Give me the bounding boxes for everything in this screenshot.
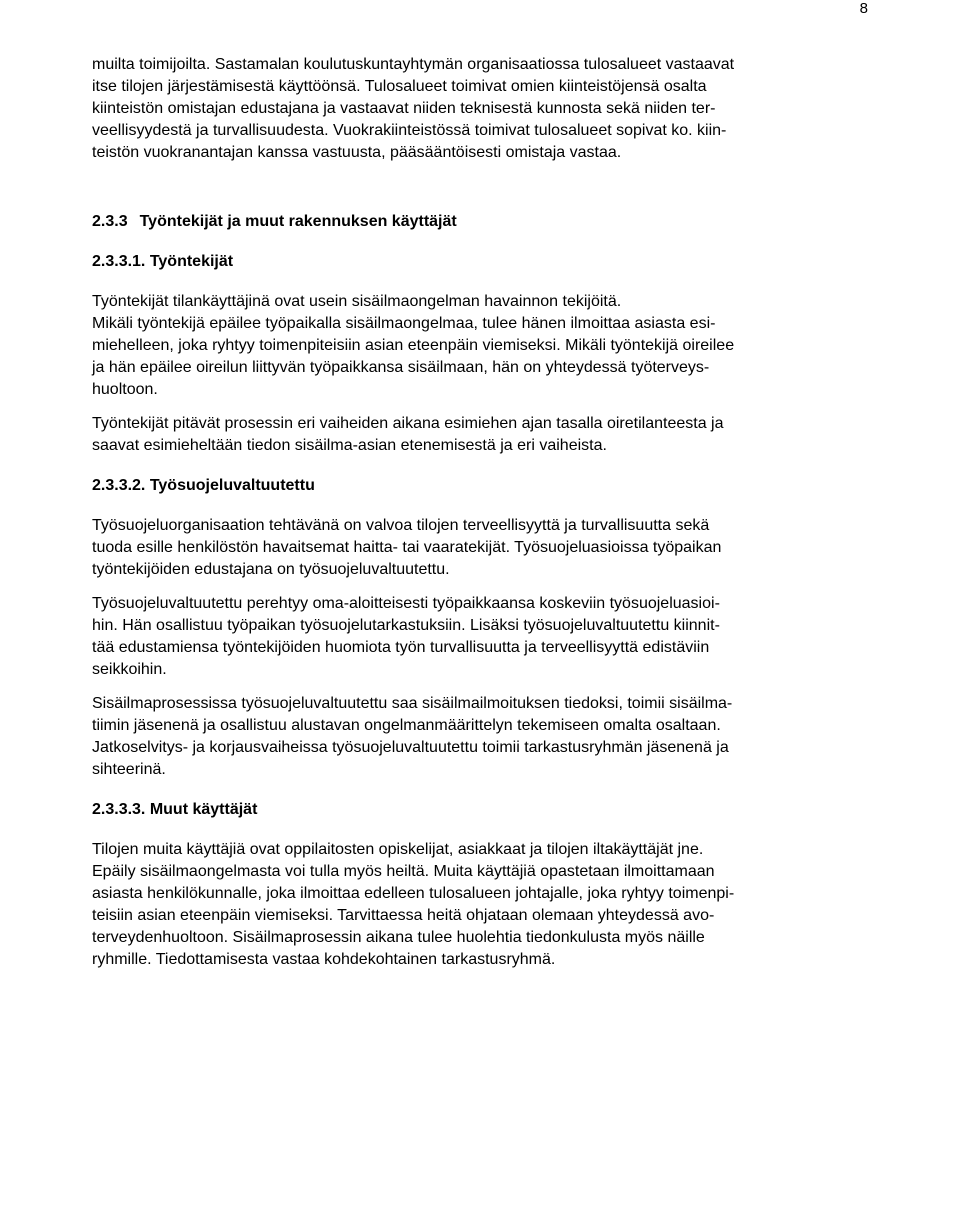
text-line: terveydenhuoltoon. Sisäilmaprosessin aikana tulee huolehtia tiedonkulusta myös näille (92, 929, 705, 946)
text-line: hin. Hän osallistuu työpaikan työsuojelutarkastuksiin. Lisäksi työsuojeluvaltuutettu kiinnit- (92, 617, 720, 634)
text-line: teisiin asian eteenpäin viemiseksi. Tarvittaessa heitä ohjataan olemaan yhteydessä avo- (92, 907, 715, 924)
text-line: itse tilojen järjestämisestä käyttöönsä. Tulosalueet toimivat omien kiinteistöjensä osalta (92, 78, 707, 95)
text-line: teistön vuokranantajan kanssa vastuusta, pääsääntöisesti omistaja vastaa. (92, 144, 622, 161)
text-line: Työsuojeluvaltuutettu perehtyy oma-aloitteisesti työpaikkaansa koskeviin työsuojeluasioi- (92, 595, 720, 612)
paragraph (92, 291, 882, 401)
section-heading (92, 211, 882, 233)
document-body (92, 54, 882, 971)
text-line: ja hän epäilee oireilun liittyvän työpaikkansa sisäilmaan, hän on yhteydessä työterveys- (92, 359, 710, 376)
text-line: tää edustamiensa työntekijöiden huomiota työn turvallisuutta ja terveellisyyttä edistäviin (92, 639, 710, 656)
text-line: huoltoon. (92, 381, 158, 398)
text-line: seikkoihin. (92, 661, 167, 678)
text-line: miehelleen, joka ryhtyy toimenpiteisiin asian eteenpäin viemiseksi. Mikäli työntekijä oireilee (92, 337, 735, 354)
subsection-heading-muut-kayttajat: 2.3.3.3. Muut käyttäjät (92, 801, 258, 818)
text-line: Työntekijät pitävät prosessin eri vaiheiden aikana esimiehen ajan tasalla oiretilanteesta ja (92, 415, 724, 432)
subsection-heading-tyosuojeluvaltuutettu: 2.3.3.2. Työsuojeluvaltuutettu (92, 477, 315, 494)
intro-paragraph (92, 54, 882, 164)
paragraph (92, 593, 882, 681)
text-line: kiinteistön omistajan edustajana ja vastaavat niiden teknisestä kunnosta sekä niiden ter- (92, 100, 716, 117)
text-line: tuoda esille henkilöstön havaitsemat haitta- tai vaaratekijät. Työsuojeluasioissa työpaikan (92, 539, 722, 556)
text-line: ryhmille. Tiedottamisesta vastaa kohdekohtainen tarkastusryhmä. (92, 951, 556, 968)
paragraph (92, 515, 882, 581)
text-line: Työntekijät tilankäyttäjinä ovat usein sisäilmaongelman havainnon tekijöitä. (92, 293, 622, 310)
text-line: saavat esimieheltään tiedon sisäilma-asian etenemisestä ja eri vaiheista. (92, 437, 607, 454)
text-line: veellisyydestä ja turvallisuudesta. Vuokrakiinteistössä toimivat tulosalueet sopivat ko. kiin- (92, 122, 727, 139)
text-line: Sisäilmaprosessissa työsuojeluvaltuutettu saa sisäilmailmoituksen tiedoksi, toimii sisäilma- (92, 695, 733, 712)
text-line: muilta toimijoilta. Sastamalan koulutuskuntayhtymän organisaatiossa tulosalueet vastaavat (92, 56, 735, 73)
text-line: tiimin jäsenenä ja osallistuu alustavan ongelmanmäärittelyn tekemiseen omalta osaltaan. (92, 717, 721, 734)
text-line: Mikäli työntekijä epäilee työpaikalla sisäilmaongelmaa, tulee hänen ilmoittaa asiasta esi- (92, 315, 716, 332)
paragraph (92, 413, 882, 457)
text-line: Työsuojeluorganisaation tehtävänä on valvoa tilojen terveellisyyttä ja turvallisuutta sekä (92, 517, 710, 534)
subsection-heading-tyontekijat: 2.3.3.1. Työntekijät (92, 253, 234, 270)
paragraph (92, 693, 882, 781)
text-line: työntekijöiden edustajana on työsuojeluvaltuutettu. (92, 561, 450, 578)
text-line: Jatkoselvitys- ja korjausvaiheissa työsuojeluvaltuutettu toimii tarkastusryhmän jäsenenä ja (92, 739, 729, 756)
text-line: asiasta henkilökunnalle, joka ilmoittaa edelleen tulosalueen johtajalle, joka ryhtyy toimenpi- (92, 885, 735, 902)
section-title: Työntekijät ja muut rakennuksen käyttäjät (139, 213, 457, 230)
page-number: 8 (859, 0, 868, 17)
paragraph (92, 839, 882, 971)
text-line: Epäily sisäilmaongelmasta voi tulla myös heiltä. Muita käyttäjiä opastetaan ilmoittamaan (92, 863, 715, 880)
section-number: 2.3.3 (92, 213, 128, 230)
text-line: sihteerinä. (92, 761, 166, 778)
text-line: Tilojen muita käyttäjiä ovat oppilaitosten opiskelijat, asiakkaat ja tilojen iltakäyttäjät jne. (92, 841, 704, 858)
